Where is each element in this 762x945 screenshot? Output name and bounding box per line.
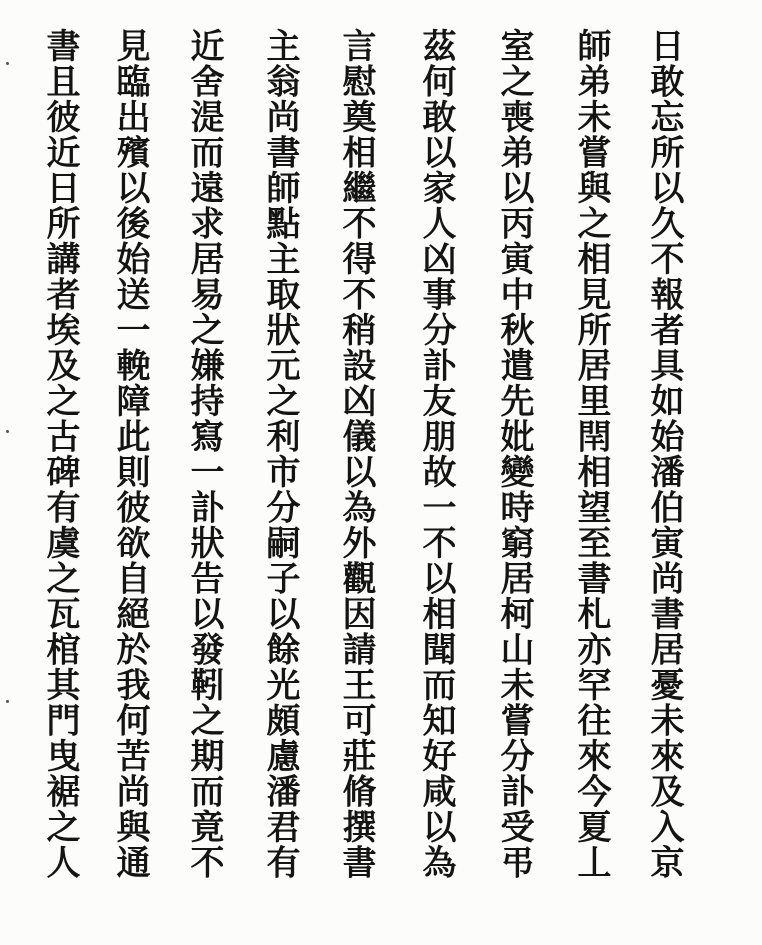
text-column-6: 主翁尚書師點主取狀元之利市分嗣子以餘光頗慮潘君有: [260, 28, 300, 880]
text-column-2: 師弟未嘗與之相見所居里閈相望至書札亦罕往來今夏丄: [571, 28, 611, 880]
text-column-7: 近舍湜而遠求居易之嫌持寫一訃狀告以發靷之期而竟不: [184, 28, 224, 880]
text-column-9: 書且彼近日所講者埃及之古碑有虞之瓦棺其門曳裾之人: [40, 28, 80, 880]
margin-mark: [6, 62, 9, 65]
text-column-5: 言慰奠相繼不得不稍設凶儀以為外觀因請王可莊脩撰書: [336, 28, 376, 880]
text-column-8: 見臨出殯以後始送一輓障此則彼欲自絕於我何苦尚與通: [110, 28, 150, 880]
margin-mark: [6, 700, 9, 703]
text-column-3: 室之喪弟以丙寅中秋遣先妣變時窮居柯山未嘗分訃受弔: [494, 28, 534, 880]
margin-mark: [6, 430, 9, 433]
text-column-4: 茲何敢以家人凶事分訃友朋故一不以相聞而知好咸以為: [416, 28, 456, 880]
text-column-1: 日敢忘所以久不報者具如始潘伯寅尚書居憂未來及入京: [644, 28, 684, 880]
